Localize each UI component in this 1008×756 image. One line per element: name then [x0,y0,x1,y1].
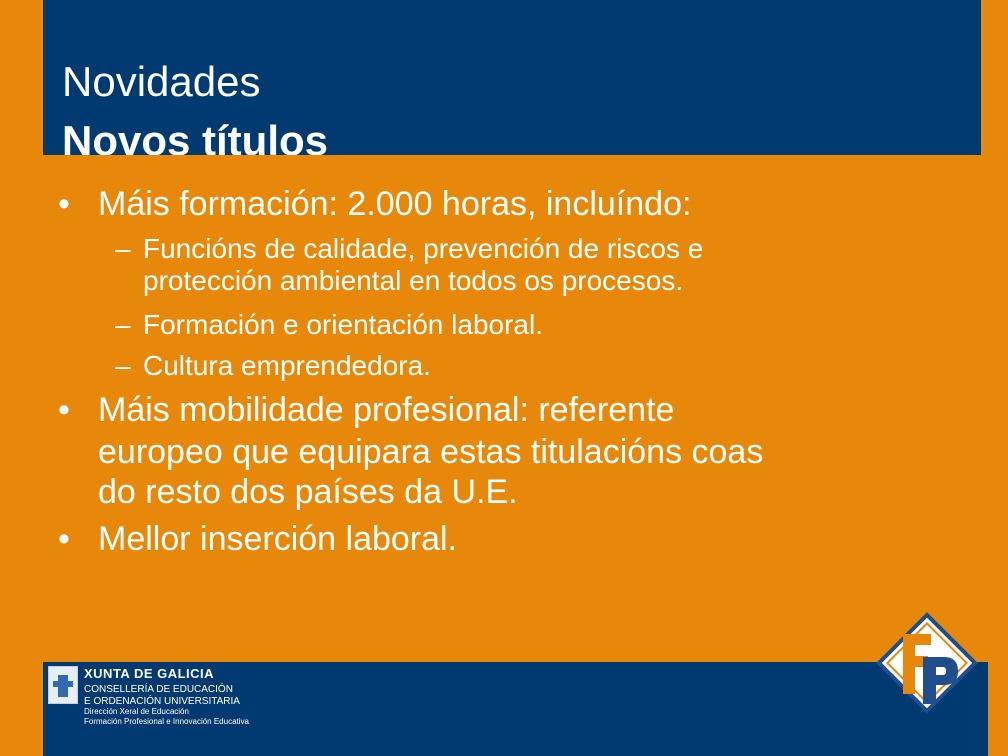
sub-item-1-line2: protección ambiental en todos os procesos. [143,265,684,296]
dash-icon: – [115,233,131,264]
sub-item-3: Cultura emprendedora. [143,350,431,381]
bullet-icon: • [58,520,70,558]
xunta-crest-icon [48,666,78,704]
slide-title: Novidades [62,58,261,105]
footer-sub-line1: Dirección Xeral de Educación [84,707,189,716]
footer-dept-line1: CONSELLERÍA DE EDUCACIÓN [84,684,233,695]
footer-sub-line2: Formación Profesional e Innovación Educativa [84,717,249,726]
bullet-item-1: Máis formación: 2.000 horas, incluíndo: [98,185,692,223]
bullet-item-3: Mellor inserción laboral. [98,520,458,558]
bullet-icon: • [58,185,70,223]
sub-item-1-line1: Funcións de calidade, prevención de riscos e [143,233,704,264]
footer-dept-line2: E ORDENACIÓN UNIVERSITARIA [84,696,240,707]
fp-logo [876,612,978,714]
bullet-item-2-line1: Máis mobilidade profesional: referente [98,391,675,429]
bullet-item-2-line3: do resto dos países da U.E. [98,473,518,511]
sub-item-2: Formación e orientación laboral. [143,309,543,340]
slide-subtitle: Novos títulos [62,117,329,155]
footer-org: XUNTA DE GALICIA [84,666,215,681]
bullet-item-2-line2: europeo que equipara estas titulacións coas [98,433,764,471]
dash-icon: – [115,350,131,381]
dash-icon: – [115,309,131,340]
bullet-icon: • [58,391,70,429]
